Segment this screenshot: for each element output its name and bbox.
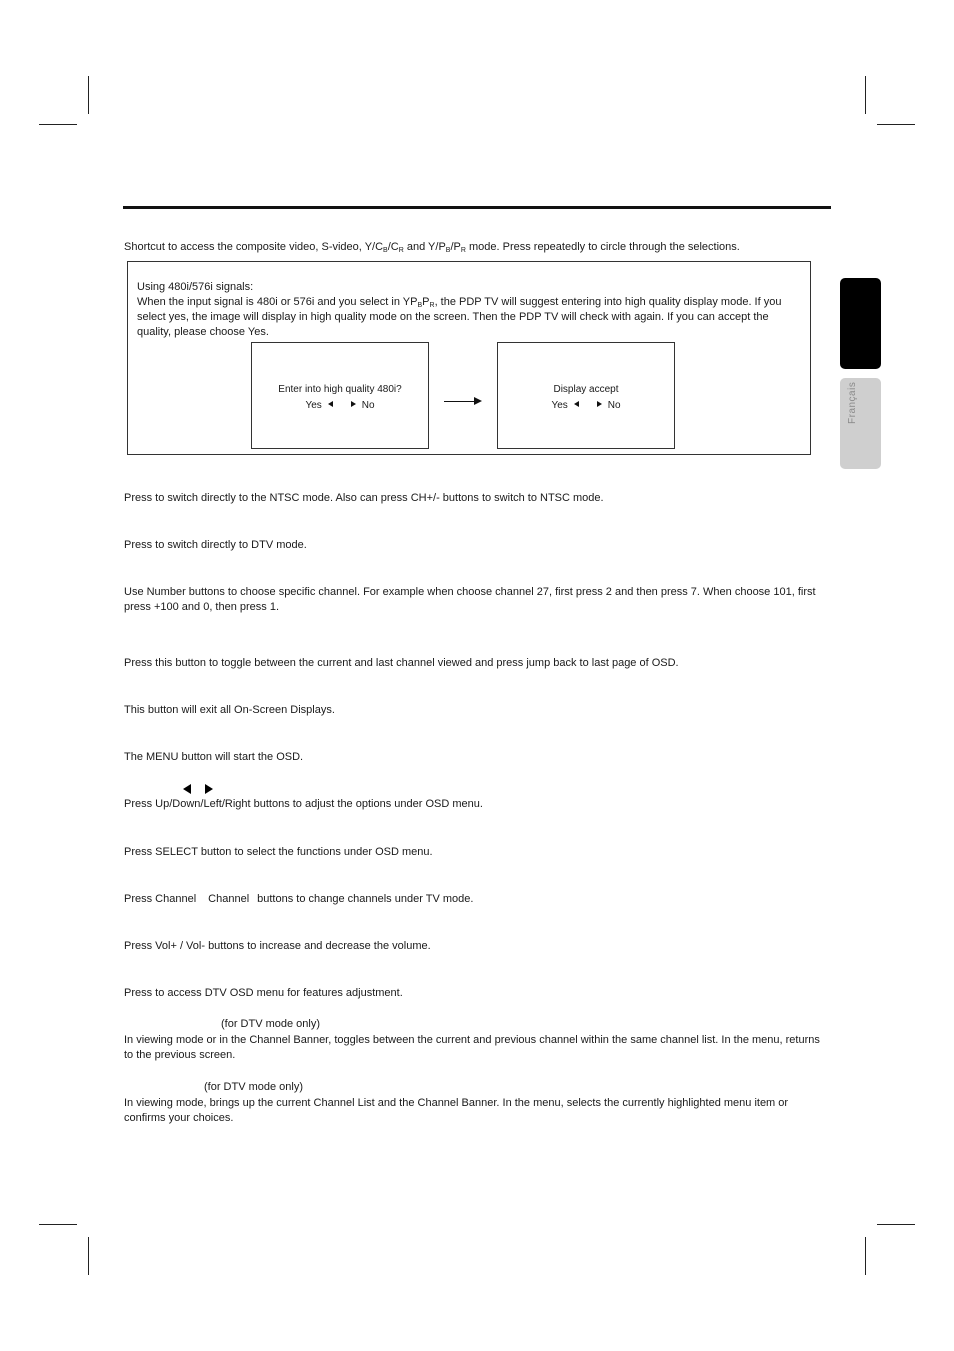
crop-mark <box>865 76 866 114</box>
osd-prompt: Display accept <box>553 384 619 395</box>
yes-option[interactable]: Yes <box>305 400 322 411</box>
arrow-buttons-description: Press Up/Down/Left/Right buttons to adjust the options under OSD menu. <box>124 798 483 810</box>
dtv-osd-description: Press to access DTV OSD menu for features adjustment. <box>124 987 403 999</box>
header-rule <box>123 206 831 209</box>
left-arrow-icon <box>328 401 333 407</box>
info-box-text <box>137 280 803 340</box>
crop-mark <box>88 76 89 114</box>
osd-choice-row <box>498 398 674 414</box>
crop-mark <box>88 1237 89 1275</box>
language-tab-label: Français <box>847 381 858 424</box>
dtv-description: Press to switch directly to DTV mode. <box>124 539 307 551</box>
menu-description: The MENU button will start the OSD. <box>124 751 304 763</box>
shortcut-description: Shortcut to access the composite video, S-video, $Y/C_B/C_R$ and $Y/P_B/P_R$ mode. Press repeatedly to circle through the selections. <box>124 241 740 254</box>
osd-prompt: Enter into high quality 480i? <box>278 384 402 395</box>
right-arrow-icon <box>351 401 356 407</box>
info-box <box>127 261 811 455</box>
crop-mark <box>39 124 77 125</box>
no-option[interactable]: No <box>361 400 375 411</box>
ok-description: In viewing mode, brings up the current Channel List and the Channel Banner. In the menu, selects the currently highlighted menu item or confirms your choices. <box>124 1097 789 1124</box>
osd-screen-display-accept <box>497 342 675 449</box>
right-arrow-icon <box>597 401 602 407</box>
language-tab-french[interactable] <box>840 378 881 469</box>
jump-description: Press this button to toggle between the current and last channel viewed and press jump back to last page of OSD. <box>124 657 679 669</box>
osd-screen-enter-hq <box>251 342 429 449</box>
number-buttons-description: Use Number buttons to choose specific channel. For example when choose channel 27, first press 2 and then press 7. When choose 101, first press +100 and 0, then press 1. <box>124 586 816 613</box>
select-description: Press SELECT button to select the functions under OSD menu. <box>124 846 433 858</box>
channel-description: Press Channel Channel buttons to change channels under TV mode. <box>124 893 474 905</box>
crop-mark <box>39 1224 77 1225</box>
crop-mark <box>877 124 915 125</box>
left-triangle-icon <box>183 784 191 794</box>
info-box-body: When the input signal is 480i or 576i and you select in $YP_BP_R$, the PDP TV will suggest entering into high quality display mode. If you select yes, the image will display in high quality mode on the screen. Then the PDP TV will check with again. If you can accept the quality, please choose Yes. <box>137 296 782 338</box>
left-arrow-icon <box>574 401 579 407</box>
back-description: In viewing mode or in the Channel Banner, toggles between the current and previous channel within the same channel list. In the menu, returns to the previous screen. <box>124 1034 820 1061</box>
right-triangle-icon <box>205 784 213 794</box>
osd-choice-row <box>252 398 428 414</box>
yes-option[interactable]: Yes <box>551 400 568 411</box>
ntsc-description: Press to switch directly to the NTSC mode. Also can press CH+/- buttons to switch to NTSC mode. <box>124 492 604 504</box>
crop-mark <box>865 1237 866 1275</box>
ok-note: (for DTV mode only) <box>204 1081 304 1093</box>
volume-description: Press Vol+ / Vol- buttons to increase and decrease the volume. <box>124 940 431 952</box>
back-note: (for DTV mode only) <box>221 1018 321 1030</box>
no-option[interactable]: No <box>607 400 621 411</box>
exit-description: This button will exit all On-Screen Displays. <box>124 704 335 716</box>
info-box-heading: Using 480i/576i signals: <box>137 281 254 293</box>
flow-arrow-icon <box>444 401 480 402</box>
crop-mark <box>877 1224 915 1225</box>
